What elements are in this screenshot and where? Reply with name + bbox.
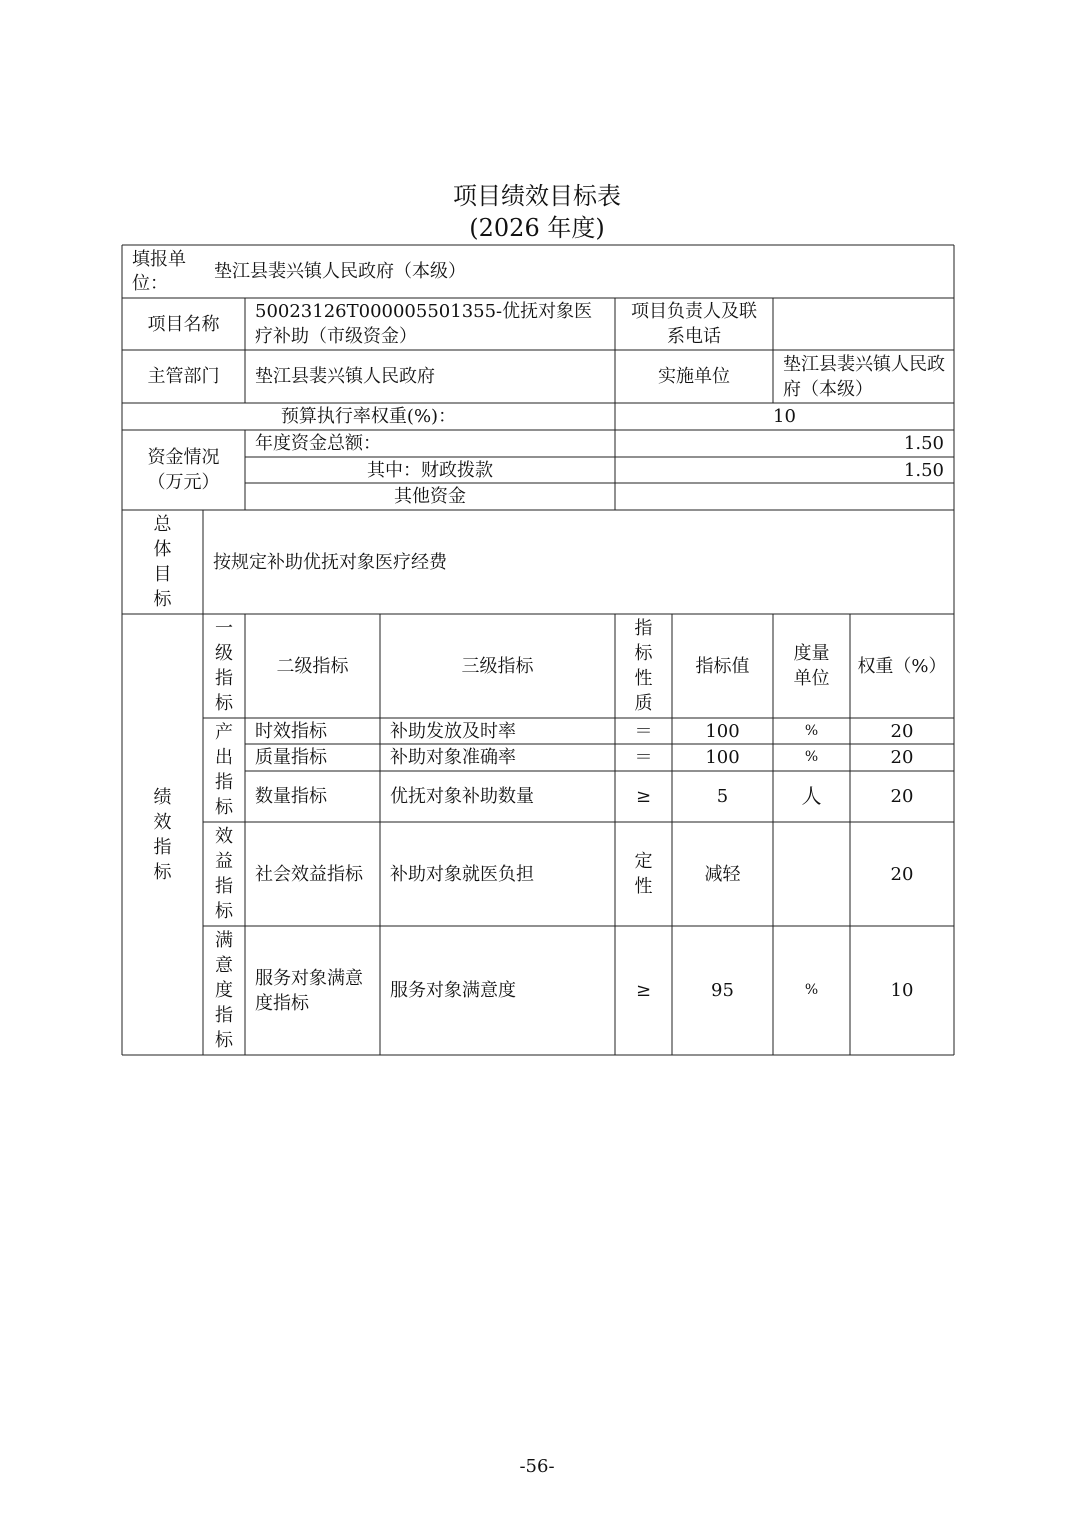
budget-rate-value: 10 <box>773 406 796 427</box>
row-weight: 20 <box>890 863 914 885</box>
row-unit: % <box>804 749 819 765</box>
row-l3: 补助对象准确率 <box>390 747 516 768</box>
impl-label: 实施单位 <box>658 366 730 387</box>
unit-label: 填报单位： <box>132 248 186 294</box>
row-weight: 10 <box>890 980 914 1001</box>
header-nature: 指标性质 <box>634 618 653 714</box>
project-name-value: 50023126T000005501355-优抚对象医疗补助（市级资金） <box>255 301 593 347</box>
group-satisfaction: 满意度指标 <box>215 930 233 1051</box>
unit-value: 垫江县裴兴镇人民政府（本级） <box>214 261 466 282</box>
header-l3: 三级指标 <box>461 655 534 677</box>
row-value: 100 <box>705 747 740 768</box>
group-output: 产出指标 <box>215 722 233 818</box>
row-value: 5 <box>716 786 729 807</box>
row-weight: 20 <box>890 747 914 768</box>
funds-total-value: 1.50 <box>903 433 944 454</box>
funds-fiscal-value: 1.50 <box>903 459 944 481</box>
header-unit: 度量单位 <box>793 643 830 689</box>
row-value: 减轻 <box>704 863 741 885</box>
manager-label: 项目负责人及联系电话 <box>631 301 757 347</box>
row-nature: ＝ <box>634 720 653 742</box>
header-weight: 权重（%） <box>857 655 947 677</box>
row-weight: 20 <box>890 786 914 807</box>
overall-value: 按规定补助优抚对象医疗经费 <box>213 551 447 573</box>
overall-label: 总体目标 <box>153 514 172 610</box>
row-l2: 时效指标 <box>255 720 327 742</box>
impl-value: 垫江县裴兴镇人民政府（本级） <box>783 353 945 400</box>
row-unit: % <box>804 722 819 739</box>
funds-total-label: 年度资金总额： <box>255 433 381 454</box>
page-number: -56- <box>519 1456 555 1477</box>
row-l2: 数量指标 <box>255 786 327 807</box>
page-subtitle: (2026 年度) <box>469 214 605 242</box>
perf-label: 绩效指标 <box>153 786 172 883</box>
row-unit: 人 <box>801 784 822 808</box>
project-name-label: 项目名称 <box>147 313 220 335</box>
row-weight: 20 <box>890 720 914 742</box>
funds-other-label: 其他资金 <box>394 486 466 507</box>
group-benefit: 效益指标 <box>215 826 233 922</box>
dept-label: 主管部门 <box>147 366 220 387</box>
header-value: 指标值 <box>695 655 750 677</box>
row-nature: ＝ <box>634 747 653 768</box>
row-l3: 服务对象满意度 <box>390 980 516 1001</box>
row-unit: % <box>804 982 819 998</box>
row-value: 100 <box>705 720 740 742</box>
funds-fiscal-label: 其中：财政拨款 <box>367 459 493 481</box>
row-l2: 服务对象满意度指标 <box>255 967 363 1014</box>
row-l2: 社会效益指标 <box>255 863 363 885</box>
row-nature: 定性 <box>634 851 653 897</box>
funds-label: 资金情况（万元） <box>147 447 220 493</box>
page-title: 项目绩效目标表 <box>453 182 621 210</box>
header-l1: 一级指标 <box>215 618 233 714</box>
row-l3: 优抚对象补助数量 <box>390 786 534 807</box>
row-value: 95 <box>711 980 734 1001</box>
row-nature: ≥ <box>635 786 652 807</box>
row-nature: ≥ <box>635 980 652 1001</box>
budget-rate-label: 预算执行率权重(%)： <box>280 406 457 427</box>
row-l2: 质量指标 <box>255 747 327 768</box>
row-l3: 补助对象就医负担 <box>390 863 534 885</box>
header-l2: 二级指标 <box>276 655 349 677</box>
dept-value: 垫江县裴兴镇人民政府 <box>255 366 435 387</box>
row-l3: 补助发放及时率 <box>390 720 516 742</box>
